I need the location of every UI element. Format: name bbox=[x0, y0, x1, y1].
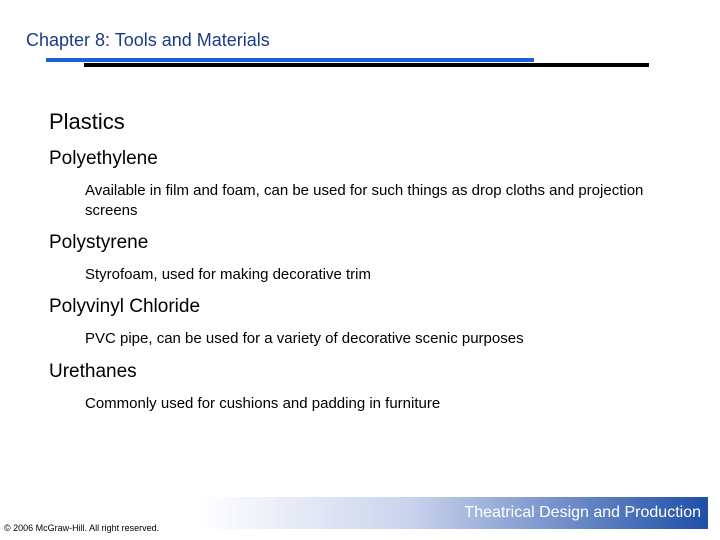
topic-detail: Commonly used for cushions and padding in furniture bbox=[85, 395, 441, 412]
copyright-notice: © 2006 McGraw-Hill. All right reserved. bbox=[4, 523, 160, 533]
topic-heading: Polystyrene bbox=[49, 232, 149, 253]
chapter-header: Chapter 8: Tools and Materials bbox=[26, 30, 270, 50]
topic-heading: Polyvinyl Chloride bbox=[49, 296, 201, 317]
topic-detail: Available in film and foam, can be used for such things as drop cloths and projection screens bbox=[85, 182, 644, 219]
topic-heading: Urethanes bbox=[49, 361, 137, 382]
topic-heading: Polyethylene bbox=[49, 148, 158, 169]
topic-detail: PVC pipe, can be used for a variety of decorative scenic purposes bbox=[85, 330, 524, 347]
slide-title: Plastics bbox=[49, 109, 125, 134]
topic-detail: Styrofoam, used for making decorative trim bbox=[85, 266, 371, 283]
footer-book-title: Theatrical Design and Production bbox=[464, 504, 701, 521]
